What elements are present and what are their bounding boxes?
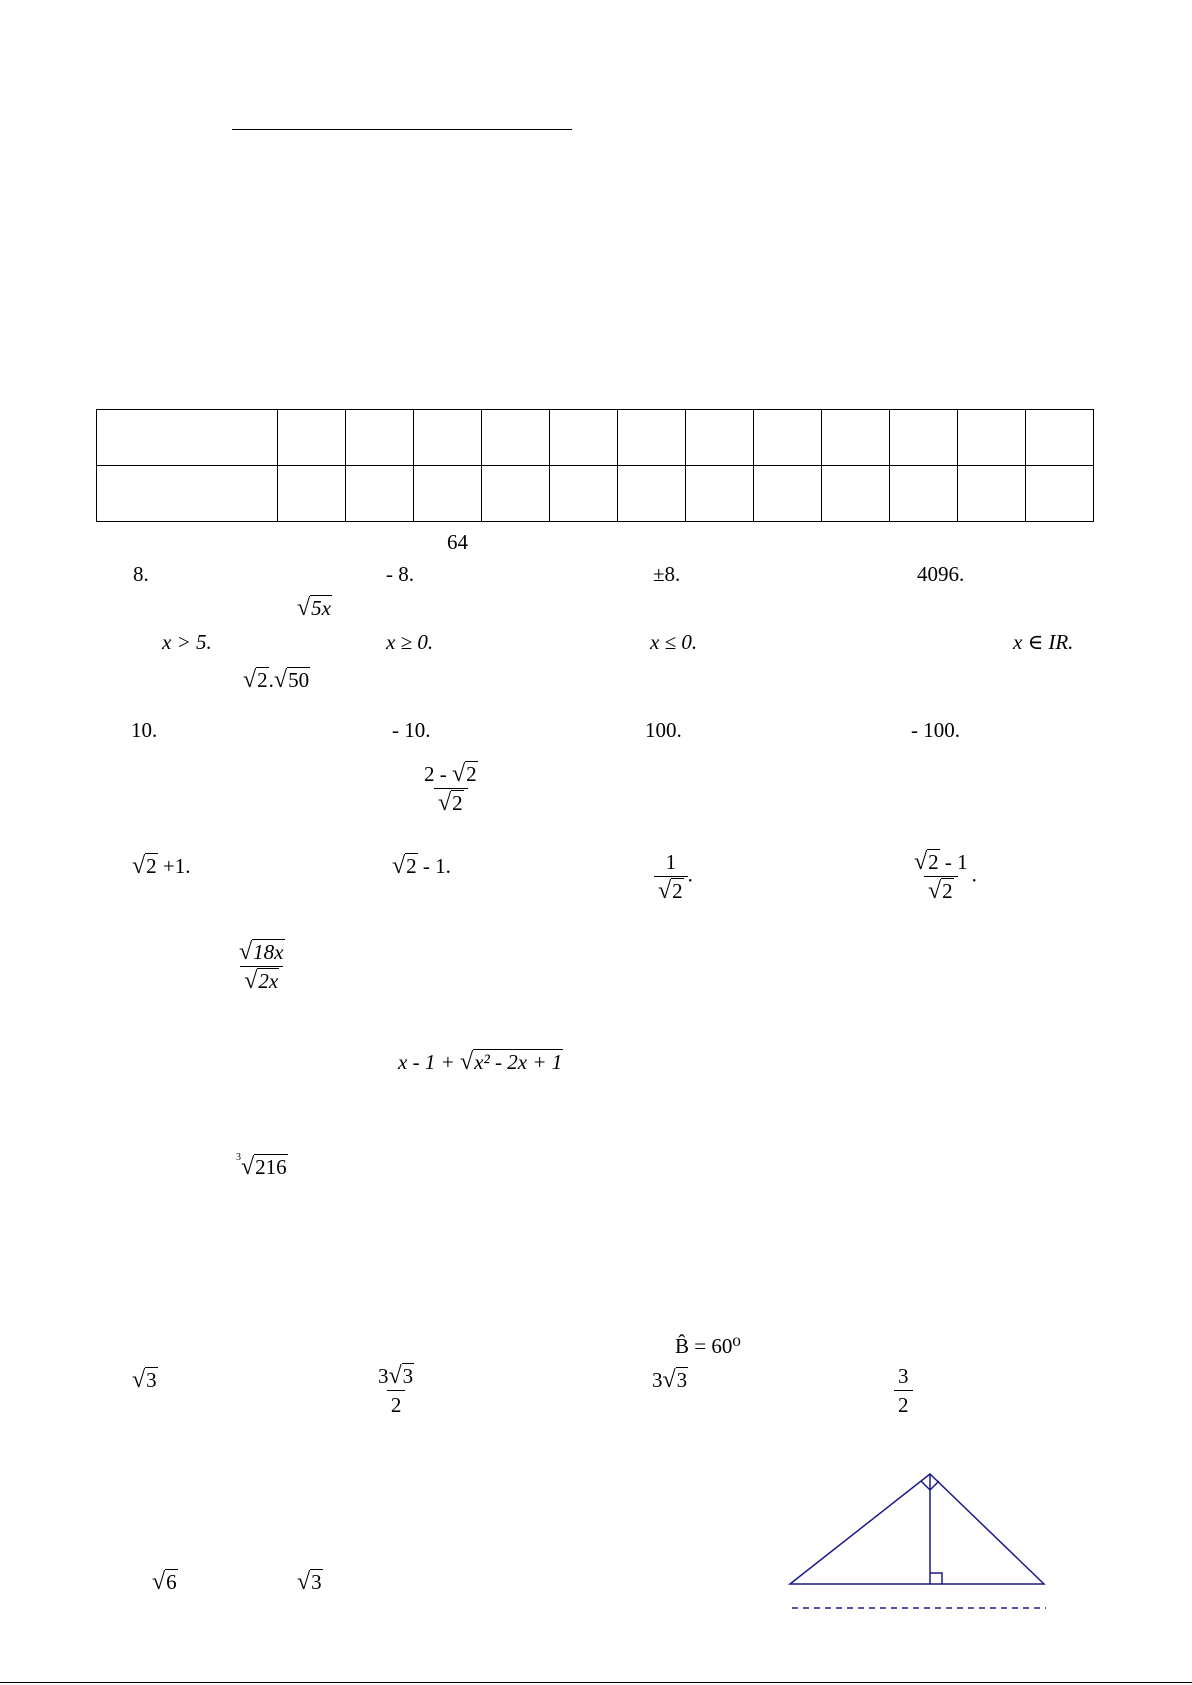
q2-option-b[interactable]: x ≥ 0. [386, 630, 434, 654]
q8-angle: B̂ = 60⁰ [675, 1334, 741, 1358]
right-triangle-figure [788, 1470, 1058, 1620]
q4-option-a[interactable]: √2 +1. [132, 853, 191, 879]
q2-option-c[interactable]: x ≤ 0. [650, 630, 698, 654]
table-cell[interactable] [754, 410, 822, 466]
table-cell[interactable] [482, 466, 550, 522]
q4-option-d[interactable]: $\frac{√2 - 1}{√2}$ . [914, 849, 977, 904]
table-cell[interactable] [686, 410, 754, 466]
q1-option-a[interactable]: 8. [133, 562, 149, 586]
q1-expression: 64 [447, 530, 468, 554]
sqrt-expression: √5x [297, 595, 331, 621]
q4-option-b[interactable]: √2 - 1. [392, 853, 451, 879]
table-cell[interactable] [618, 410, 686, 466]
table-header-cell [97, 410, 278, 466]
q8-option-b[interactable]: $\frac{3√3}{2}$ [378, 1363, 414, 1417]
table-cell[interactable] [822, 466, 890, 522]
sqrt-expression: √2 [243, 667, 268, 693]
triangle-outline [790, 1474, 1044, 1584]
table-cell[interactable] [1026, 410, 1094, 466]
table-cell[interactable] [1026, 466, 1094, 522]
table-cell[interactable] [618, 466, 686, 522]
q9-value-b: √3 [297, 1569, 322, 1595]
table-cell[interactable] [414, 466, 482, 522]
q2-expression [297, 596, 332, 620]
q8-option-d[interactable]: $\frac{3}{2}$ [894, 1364, 913, 1417]
answer-table [96, 409, 1094, 522]
table-cell[interactable] [346, 410, 414, 466]
table-cell[interactable] [958, 410, 1026, 466]
table-cell[interactable] [890, 410, 958, 466]
q2-option-d[interactable]: x ∈ IR. [1013, 630, 1074, 654]
q4-option-c[interactable]: $\frac{1}{√2}$ . [654, 850, 693, 903]
table-cell[interactable] [958, 466, 1026, 522]
q1-option-d[interactable]: 4096. [917, 562, 965, 586]
q3-option-a[interactable]: 10. [131, 718, 158, 742]
q7-expression: $^3$√216 [236, 1152, 287, 1180]
table-cell[interactable] [754, 466, 822, 522]
q4-expression [420, 762, 482, 815]
q9-value-a: √6 [152, 1569, 177, 1595]
q2-option-a[interactable]: x > 5. [162, 630, 212, 654]
q6-expression: x - 1 + √x² - 2x + 1 [398, 1049, 563, 1075]
table-cell[interactable] [686, 466, 754, 522]
table-cell[interactable] [482, 410, 550, 466]
q5-expression: $\frac{√18x}{√2x}$ [239, 939, 284, 994]
table-cell[interactable] [890, 466, 958, 522]
q8-option-c[interactable]: 3√3 [652, 1367, 688, 1393]
q3-option-b[interactable]: - 10. [392, 718, 431, 742]
table-cell[interactable] [550, 410, 618, 466]
footer-rule [0, 1682, 1192, 1683]
table-cell[interactable] [414, 410, 482, 466]
q3-expression: √2.√50 [243, 667, 310, 693]
q3-option-d[interactable]: - 100. [911, 718, 960, 742]
q8-option-a[interactable]: √3 [132, 1367, 157, 1393]
q3-option-c[interactable]: 100. [645, 718, 682, 742]
header-underline [232, 129, 572, 130]
table-cell[interactable] [550, 466, 618, 522]
answer-table-row [97, 410, 1094, 466]
table-cell[interactable] [278, 466, 346, 522]
table-cell[interactable] [346, 466, 414, 522]
table-cell[interactable] [278, 410, 346, 466]
sqrt-expression: √50 [273, 667, 310, 693]
table-cell[interactable] [822, 410, 890, 466]
right-angle-mark-foot [930, 1573, 942, 1584]
table-header-cell [97, 466, 278, 522]
fraction: $\frac{2 - √2}{√2}$ [424, 761, 477, 816]
q1-option-c[interactable]: ±8. [653, 562, 681, 586]
q1-option-b[interactable]: - 8. [386, 562, 414, 586]
answer-table-row [97, 466, 1094, 522]
